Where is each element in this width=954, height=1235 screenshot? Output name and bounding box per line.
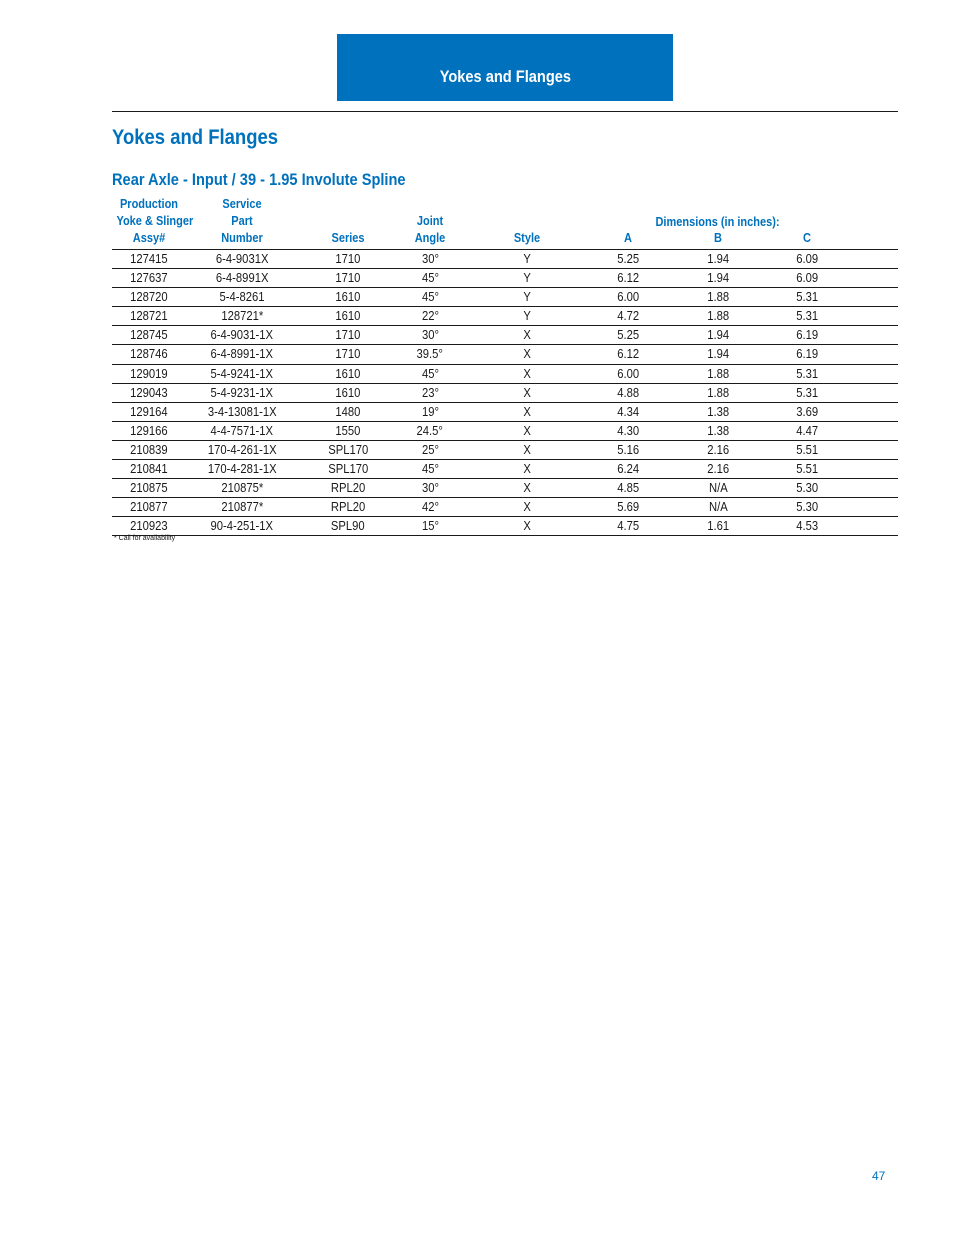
cell-production-assy: 128745 — [130, 328, 168, 343]
cell-dim-c: 6.19 — [796, 328, 818, 343]
cell-service-part: 128721* — [221, 309, 263, 324]
cell-dim-a: 4.85 — [617, 481, 639, 496]
column-header-dim-b: B — [714, 231, 722, 245]
cell-joint-angle: 24.5° — [416, 423, 444, 438]
cell-dim-a: 4.34 — [617, 404, 639, 419]
column-header-joint-angle: Joint Angle — [414, 214, 446, 245]
cell-dim-c: 5.30 — [796, 500, 818, 515]
cell-dim-b: 1.88 — [707, 366, 729, 381]
cell-series: 1710 — [335, 328, 361, 343]
cell-joint-angle: 45° — [421, 462, 439, 477]
cell-joint-angle: 45° — [421, 271, 439, 286]
table-row — [112, 460, 898, 479]
section-header-tab — [337, 34, 673, 101]
table-row — [112, 307, 898, 326]
dimensions-group-header: Dimensions (in inches): — [654, 215, 780, 229]
section-title: Rear Axle - Input / 39 - 1.95 Involute Spline — [112, 170, 406, 189]
cell-joint-angle: 39.5° — [416, 347, 444, 362]
cell-style: Y — [523, 290, 531, 305]
table-row — [112, 517, 898, 536]
column-header-style: Style — [513, 231, 541, 245]
cell-dim-b: 1.88 — [707, 385, 729, 400]
cell-dim-b: 1.38 — [707, 423, 729, 438]
cell-production-assy: 210877 — [130, 500, 168, 515]
footnote: * Call for availability — [114, 535, 176, 542]
cell-dim-c: 5.31 — [796, 385, 818, 400]
column-header-production-assy: Production Yoke & Slinger Assy# — [116, 197, 194, 245]
cell-dim-a: 4.88 — [617, 385, 639, 400]
table-row — [112, 288, 898, 307]
cell-service-part: 5-4-9241-1X — [210, 366, 274, 381]
cell-service-part: 6-4-9031X — [215, 252, 269, 266]
cell-service-part: 210877* — [221, 500, 263, 515]
cell-joint-angle: 22° — [421, 309, 439, 324]
cell-service-part: 4-4-7571-1X — [210, 423, 274, 438]
table-body — [112, 249, 898, 536]
cell-style: X — [523, 385, 531, 400]
cell-joint-angle: 23° — [421, 385, 439, 400]
cell-dim-c: 5.51 — [796, 462, 818, 477]
cell-dim-a: 6.00 — [617, 290, 639, 305]
cell-production-assy: 128720 — [130, 290, 168, 305]
table-row — [112, 250, 898, 269]
cell-production-assy: 210875 — [130, 481, 168, 496]
cell-style: X — [523, 404, 531, 419]
cell-dim-c: 5.31 — [796, 309, 818, 324]
cell-dim-c: 3.69 — [796, 404, 818, 419]
cell-production-assy: 127637 — [130, 271, 168, 286]
cell-production-assy: 210839 — [130, 442, 168, 457]
header-divider — [112, 111, 898, 112]
cell-series: SPL170 — [327, 442, 369, 457]
page-title: Yokes and Flanges — [112, 126, 279, 149]
table-row — [112, 384, 898, 403]
cell-dim-b: 1.88 — [707, 290, 729, 305]
column-header-service-part: Service Part Number — [221, 197, 263, 245]
cell-joint-angle: 45° — [421, 290, 439, 305]
cell-service-part: 210875* — [221, 481, 263, 496]
cell-dim-a: 6.00 — [617, 366, 639, 381]
cell-dim-c: 5.30 — [796, 481, 818, 496]
table-header — [112, 197, 898, 249]
cell-dim-c: 4.47 — [796, 423, 818, 438]
cell-dim-a: 6.12 — [617, 347, 639, 362]
cell-production-assy: 129043 — [130, 385, 168, 400]
cell-style: X — [523, 462, 531, 477]
cell-style: Y — [523, 271, 531, 286]
cell-dim-b: 1.61 — [707, 519, 729, 534]
cell-series: 1610 — [335, 385, 361, 400]
cell-dim-c: 5.31 — [796, 366, 818, 381]
cell-dim-a: 5.25 — [617, 328, 639, 343]
cell-service-part: 5-4-9231-1X — [210, 385, 274, 400]
cell-dim-b: 1.88 — [707, 309, 729, 324]
table-row — [112, 269, 898, 288]
cell-production-assy: 129019 — [130, 366, 168, 381]
cell-dim-a: 4.30 — [617, 423, 639, 438]
cell-dim-b: 1.94 — [707, 271, 729, 286]
cell-dim-b: 2.16 — [707, 442, 729, 457]
table-row — [112, 345, 898, 364]
table-row — [112, 403, 898, 422]
table-row — [112, 479, 898, 498]
cell-style: X — [523, 481, 531, 496]
cell-joint-angle: 30° — [421, 481, 439, 496]
cell-series: 1610 — [335, 309, 361, 324]
cell-dim-a: 4.75 — [617, 519, 639, 534]
cell-joint-angle: 15° — [421, 519, 439, 534]
cell-dim-b: 2.16 — [707, 462, 729, 477]
cell-series: 1610 — [335, 290, 361, 305]
cell-style: X — [523, 347, 531, 362]
page-number: 47 — [872, 1169, 886, 1183]
cell-dim-a: 4.72 — [617, 309, 639, 324]
section-header-label: Yokes and Flanges — [439, 66, 571, 86]
cell-dim-c: 5.51 — [796, 442, 818, 457]
cell-production-assy: 210841 — [130, 462, 168, 477]
column-header-series: Series — [331, 231, 365, 245]
cell-style: X — [523, 423, 531, 438]
cell-joint-angle: 30° — [421, 328, 439, 343]
column-header-dim-a: A — [624, 231, 632, 245]
cell-series: 1610 — [335, 366, 361, 381]
cell-dim-a: 5.25 — [617, 252, 639, 266]
cell-production-assy: 210923 — [130, 519, 168, 534]
cell-dim-a: 5.16 — [617, 442, 639, 457]
cell-joint-angle: 45° — [421, 366, 439, 381]
table-row — [112, 326, 898, 345]
cell-series: 1550 — [335, 423, 361, 438]
cell-dim-b: 1.94 — [707, 252, 729, 266]
cell-series: SPL90 — [331, 519, 365, 534]
cell-dim-b: N/A — [708, 481, 728, 496]
cell-style: X — [523, 366, 531, 381]
cell-dim-c: 6.09 — [796, 271, 818, 286]
cell-series: 1480 — [335, 404, 361, 419]
cell-dim-c: 4.53 — [796, 519, 818, 534]
cell-dim-b: 1.38 — [707, 404, 729, 419]
cell-style: X — [523, 442, 531, 457]
column-header-dim-c: C — [803, 231, 811, 245]
cell-service-part: 170-4-281-1X — [207, 462, 277, 477]
cell-service-part: 90-4-251-1X — [210, 519, 274, 534]
cell-series: 1710 — [335, 347, 361, 362]
cell-joint-angle: 42° — [421, 500, 439, 515]
cell-service-part: 3-4-13081-1X — [207, 404, 277, 419]
cell-style: Y — [523, 252, 531, 266]
table-row — [112, 422, 898, 441]
cell-series: 1710 — [335, 252, 361, 266]
cell-dim-c: 5.31 — [796, 290, 818, 305]
cell-style: Y — [523, 309, 531, 324]
table-row — [112, 365, 898, 384]
cell-production-assy: 128746 — [130, 347, 168, 362]
cell-style: X — [523, 500, 531, 515]
cell-joint-angle: 19° — [421, 404, 439, 419]
cell-style: X — [523, 519, 531, 534]
cell-dim-b: N/A — [708, 500, 728, 515]
cell-style: X — [523, 328, 531, 343]
cell-dim-a: 5.69 — [617, 500, 639, 515]
cell-production-assy: 127415 — [130, 252, 168, 266]
cell-joint-angle: 30° — [421, 252, 439, 266]
cell-production-assy: 129166 — [130, 423, 168, 438]
cell-series: SPL170 — [327, 462, 369, 477]
cell-dim-a: 6.24 — [617, 462, 639, 477]
cell-series: RPL20 — [330, 500, 366, 515]
cell-production-assy: 129164 — [130, 404, 168, 419]
cell-series: 1710 — [335, 271, 361, 286]
cell-service-part: 170-4-261-1X — [207, 442, 277, 457]
cell-joint-angle: 25° — [421, 442, 439, 457]
table-row — [112, 498, 898, 517]
cell-dim-b: 1.94 — [707, 347, 729, 362]
cell-service-part: 5-4-8261 — [219, 290, 265, 305]
cell-dim-a: 6.12 — [617, 271, 639, 286]
cell-dim-c: 6.19 — [796, 347, 818, 362]
cell-service-part: 6-4-9031-1X — [210, 328, 274, 343]
cell-series: RPL20 — [330, 481, 366, 496]
cell-dim-b: 1.94 — [707, 328, 729, 343]
cell-dim-c: 6.09 — [796, 252, 818, 266]
cell-production-assy: 128721 — [130, 309, 168, 324]
table-row — [112, 441, 898, 460]
cell-service-part: 6-4-8991X — [215, 271, 269, 286]
cell-service-part: 6-4-8991-1X — [210, 347, 274, 362]
